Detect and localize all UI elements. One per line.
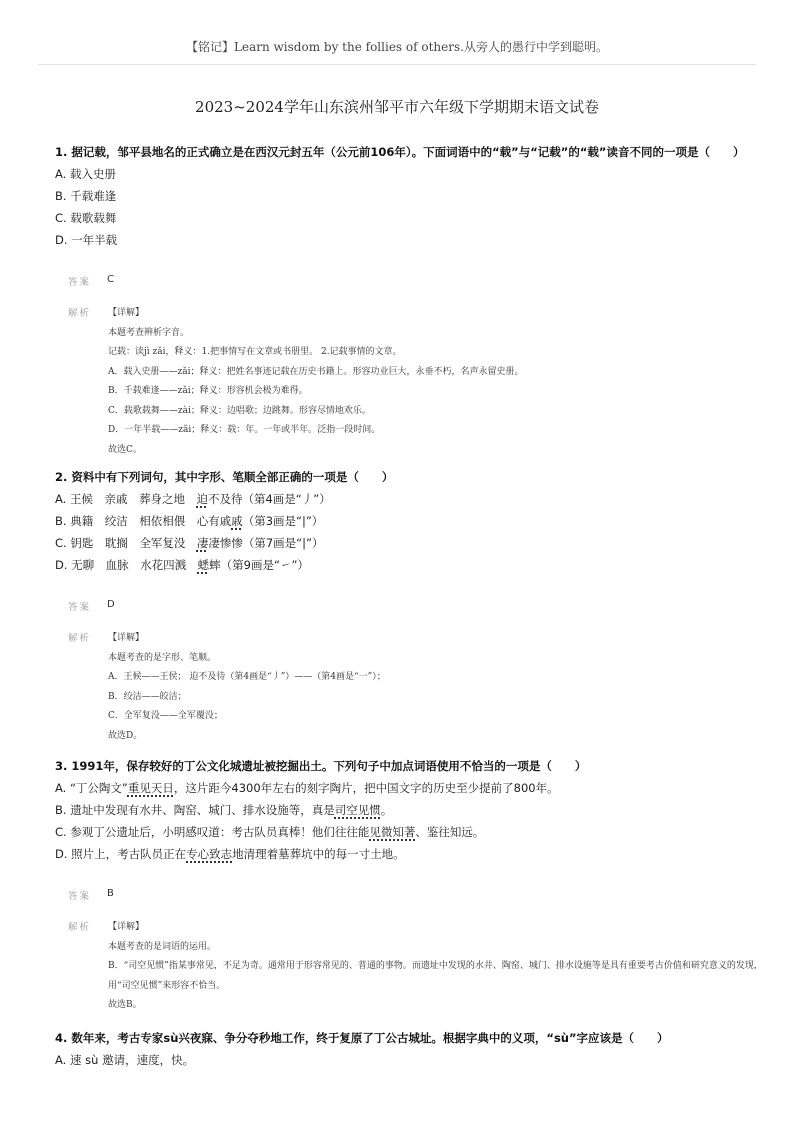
answer-value: B <box>107 888 114 899</box>
option-text: （第3画是“|”） <box>242 514 324 528</box>
option-d: D. 一年半载 <box>55 233 118 247</box>
analysis-block <box>55 629 755 746</box>
analysis-line: 本题考查辨析字音。 <box>108 327 190 338</box>
option-text: 。 <box>380 803 393 817</box>
option-text: 蟀（第9画是“㇀”） <box>209 558 309 572</box>
analysis-label: 解析 <box>68 922 92 933</box>
analysis-block <box>55 304 755 460</box>
header-divider <box>38 64 756 65</box>
option-c <box>55 535 755 551</box>
question-3 <box>55 758 763 1016</box>
dotted-character: 迫 <box>196 492 208 506</box>
option-text: B. 典籍 绞洁 相依相偎 心有戚 <box>55 514 232 528</box>
question-stem: 4. 数年来，考古专家sù兴夜寐、争分夺秒地工作，终于复原了丁公古城址。根据字典中的义项，“sù”字应该是（ ） <box>55 1031 669 1045</box>
dotted-phrase: 见微知著 <box>369 825 416 839</box>
option-d <box>55 846 755 862</box>
option-d <box>55 557 755 573</box>
option-b <box>55 802 755 818</box>
analysis-line: 记载：读jì zǎi，释义：1.把事情写在文章或书册里。 2.记载事情的文章。 <box>108 347 402 357</box>
option-b: B. 千载难逢 <box>55 189 117 203</box>
answer-row <box>55 274 755 288</box>
analysis-line: 故选D。 <box>108 730 143 741</box>
analysis-line: 【详解】 <box>108 633 145 643</box>
analysis-line: 故选C。 <box>108 444 142 455</box>
page-title: 2023~2024学年山东滨州邹平市六年级下学期期末语文试卷 <box>195 98 599 116</box>
option-text: D. 照片上，考古队员正在 <box>55 847 187 861</box>
analysis-line: 本题考查的是词语的运用。 <box>108 941 217 952</box>
question-stem: 1. 据记载，邹平县地名的正式确立是在西汉元封五年（公元前106年）。下面词语中的“载”与“记载”的“载”读音不同的一项是（ ） <box>55 145 745 159</box>
option-text: C. 参观丁公遗址后，小明感叹道：考古队员真棒！他们往往能 <box>55 825 370 839</box>
option-text: ，这片距今4300年左右的刻字陶片，把中国文字的历史至少提前了800年。 <box>173 781 559 795</box>
answer-row <box>55 888 755 902</box>
option-c: C. 载歌载舞 <box>55 211 117 225</box>
analysis-line: B．“司空见惯”指某事常见，不足为奇。通常用于形容常见的、普通的事物。而遗址中发现的水井、陶窑、城门、排水设施等是具有重要考古价值和研究意义的发现，用“司空见惯”来形容不恰当。 <box>108 961 763 991</box>
option-text: 凄惨惨（第7画是“|”） <box>208 536 324 550</box>
analysis-line: C．全军复没——全军覆没； <box>108 711 223 721</box>
dotted-character: 蟋 <box>197 558 210 572</box>
question-2 <box>55 469 755 746</box>
dotted-character: 戚 <box>231 514 243 528</box>
option-text: C. 钥匙 耽搁 全军复没 <box>55 536 197 550</box>
option-a: A. 速 sù 邀请，速度，快。 <box>55 1053 195 1067</box>
answer-value: C <box>107 274 114 285</box>
dotted-phrase: 专心致志 <box>186 847 233 861</box>
analysis-line: 【详解】 <box>108 308 145 318</box>
option-a: A. 载入史册 <box>55 167 116 181</box>
analysis-line: B．绞洁——皎洁； <box>108 691 187 702</box>
option-text: D. 无聊 血脉 水花四溅 <box>55 558 198 572</box>
analysis-line: 【详解】 <box>108 922 145 932</box>
answer-label: 答案 <box>68 277 92 288</box>
option-b <box>55 513 755 529</box>
option-a <box>55 780 755 796</box>
analysis-label: 解析 <box>68 308 92 319</box>
answer-label: 答案 <box>68 602 92 613</box>
analysis-line: A．王候——王侯； 迫不及待（第4画是“丿”）——（第4画是“一”）； <box>108 672 386 682</box>
option-text: 不及待（第4画是“丿”） <box>207 492 331 506</box>
option-text: 、鉴往知远。 <box>415 825 485 839</box>
dotted-phrase: 重见天日 <box>127 781 174 795</box>
analysis-line: A．载入史册——zǎi；释义：把姓名事迹记载在历史书籍上。形容功业巨大，永垂不朽，名声永留史册。 <box>108 366 524 377</box>
question-1 <box>55 144 755 460</box>
dotted-phrase: 司空见惯 <box>334 803 381 817</box>
question-stem: 3. 1991年，保存较好的丁公文化城遗址被挖掘出土。下列句子中加点词语使用不恰当的一项是（ ） <box>55 759 587 773</box>
analysis-block <box>55 918 763 1016</box>
option-a <box>55 491 755 507</box>
answer-value: D <box>107 599 115 610</box>
option-text: A. “丁公陶文” <box>55 781 128 795</box>
question-stem: 2. 资料中有下列词句，其中字形、笔顺全部正确的一项是（ ） <box>55 470 394 484</box>
option-c <box>55 824 755 840</box>
analysis-line: C．载歌载舞——zài；释义：边唱歌；边跳舞。形容尽情地欢乐。 <box>108 405 371 416</box>
option-text: B. 遗址中发现有水井、陶窑、城门、排水设施等，真是 <box>55 803 335 817</box>
header-motto: 【铭记】Learn wisdom by the follies of others.从旁人的愚行中学到聪明。 <box>186 40 608 54</box>
option-text: 地清理着墓葬坑中的每一寸土地。 <box>232 847 405 861</box>
option-text: A. 王候 亲戚 葬身之地 <box>55 492 197 506</box>
analysis-label: 解析 <box>68 633 92 644</box>
question-4 <box>55 1030 755 1068</box>
dotted-character: 凄 <box>196 536 209 550</box>
analysis-line: B．千载难逢——zǎi；释义：形容机会极为难得。 <box>108 386 308 396</box>
analysis-line: D．一年半载——zǎi；释义：载：年。一年或半年。泛指一段时间。 <box>108 425 381 435</box>
analysis-line: 故选B。 <box>108 1000 142 1010</box>
analysis-line: 本题考查的是字形、笔顺。 <box>108 652 217 663</box>
answer-row <box>55 599 755 613</box>
answer-label: 答案 <box>68 891 92 902</box>
